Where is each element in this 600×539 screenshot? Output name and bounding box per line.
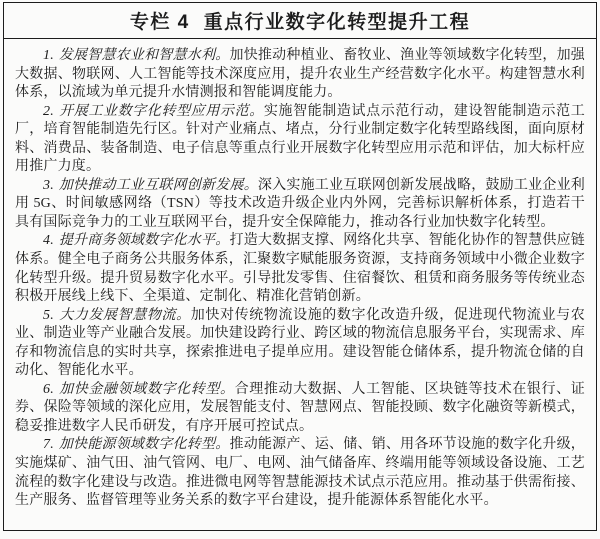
box-title bbox=[4, 3, 596, 39]
paragraph-2 bbox=[15, 103, 585, 177]
paragraph-6-lead: 加快金融领域数字化转型。 bbox=[58, 381, 235, 397]
paragraph-4 bbox=[15, 232, 585, 306]
paragraph-5-lead: 大力发展智慧物流。 bbox=[58, 307, 191, 323]
paragraph-4-text: 打造大数据支撑、网络化共享、智能化协作的智慧供应链体系。健全电子商务公共服务体系，汇聚数字赋能服务资源，支持商务领域中小微企业数字化转型升级。提升贸易数字化水平。引导批发零售、住宿餐饮、租赁和商务服务等传统业态积极开展线上线下、全渠道、定制化、精准化营销创新。 bbox=[15, 233, 585, 305]
paragraph-3-lead: 加快推动工业互联网创新发展。 bbox=[58, 177, 258, 193]
box-title-label: 专栏 4 bbox=[129, 12, 190, 33]
paragraph-5-text: 加快对传统物流设施的数字化改造升级，促进现代物流业与农业、制造业等产业融合发展。加快建设跨行业、跨区域的物流信息服务平台，实现需求、库存和物流信息的实时共享，探索推进电子提单应用。建设智能仓储体系，提升物流仓储的自动化、智能化水平。 bbox=[15, 307, 585, 379]
paragraph-2-text: 实施智能制造试点示范行动，建设智能制造示范工厂，培育智能制造先行区。针对产业痛点、堵点，分行业制定数字化转型路线图，面向原材料、消费品、装备制造、电子信息等重点行业开展数字化转型应用示范和评估，加大标杆应用推广力度。 bbox=[15, 103, 585, 175]
paragraph-2-lead: 开展工业数字化转型应用示范。 bbox=[58, 103, 264, 119]
paragraph-5 bbox=[15, 307, 585, 381]
paragraph-1-lead: 发展智慧农业和智慧水利。 bbox=[58, 48, 230, 63]
paragraph-7-number: 7. bbox=[43, 437, 54, 453]
paragraph-7-lead: 加快能源领域数字化转型。 bbox=[58, 437, 230, 453]
box-title-text: 重点行业数字化转型提升工程 bbox=[203, 12, 471, 33]
paragraph-3 bbox=[15, 177, 585, 233]
paragraph-4-number: 4. bbox=[43, 233, 54, 249]
paragraph-2-number: 2. bbox=[43, 103, 54, 119]
paragraph-6 bbox=[15, 381, 585, 437]
paragraph-3-number: 3. bbox=[43, 177, 54, 193]
paragraph-3-text: 深入实施工业互联网创新发展战略，鼓励工业企业利用 5G、时间敏感网络（TSN）等技术改造升级企业内外网，完善标识解析体系，打造若干具有国际竞争力的工业互联网平台，提升安全保障能力，推动各行业加快数字化转型。 bbox=[15, 177, 585, 230]
box-body bbox=[4, 39, 596, 530]
paragraph-1-number: 1. bbox=[43, 48, 54, 63]
paragraph-6-text: 合理推动大数据、人工智能、区块链等技术在银行、证券、保险等领域的深化应用，发展智能支付、智慧网点、智能投顾、数字化融资等新模式，稳妥推进数字人民币研发，有序开展可控试点。 bbox=[15, 381, 585, 434]
paragraph-1-text: 加快推动种植业、畜牧业、渔业等领域数字化转型，加强大数据、物联网、人工智能等技术深度应用，提升农业生产经营数字化水平。构建智慧水利体系，以流域为单元提升水情测报和智能调度能力。 bbox=[15, 48, 585, 101]
paragraph-5-number: 5. bbox=[43, 307, 54, 323]
paragraph-7 bbox=[15, 436, 585, 510]
paragraph-4-lead: 提升商务领域数字化水平。 bbox=[58, 233, 230, 249]
column-box bbox=[3, 2, 597, 531]
paragraph-1 bbox=[15, 47, 585, 103]
paragraph-7-text: 推动能源产、运、储、销、用各环节设施的数字化升级，实施煤矿、油气田、油气管网、电厂、电网、油气储备库、终端用能等领域设备设施、工艺流程的数字化建设与改造。推进微电网等智慧能源技术试点示范应用。推动基于供需衔接、生产服务、监督管理等业务关系的数字平台建设，提升能源体系智能化水平。 bbox=[15, 437, 585, 509]
paragraph-6-number: 6. bbox=[43, 381, 54, 397]
